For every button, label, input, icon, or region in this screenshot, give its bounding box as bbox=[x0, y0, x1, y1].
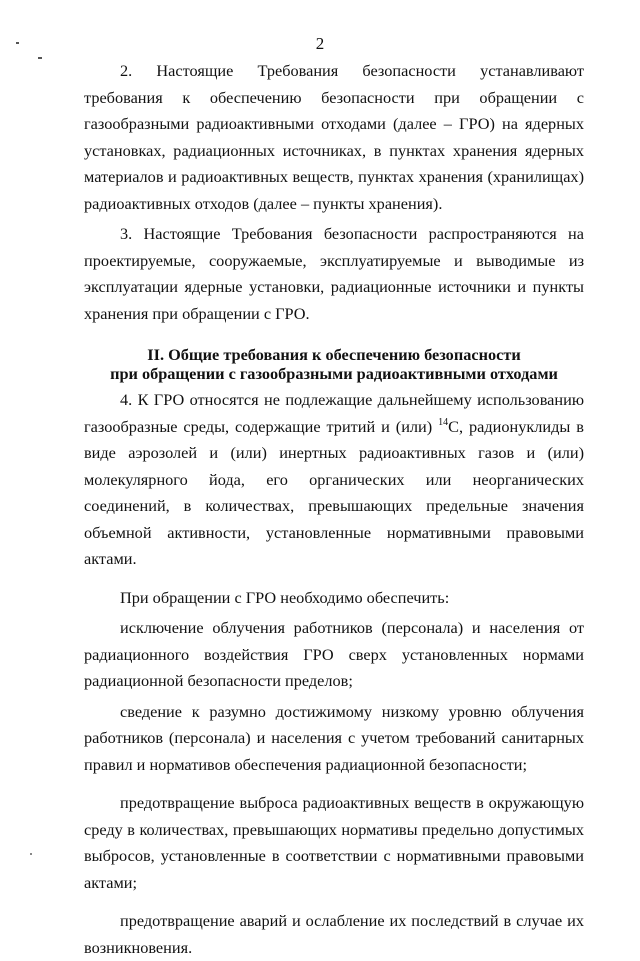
paragraph-4-text-end: С, радионуклиды в виде аэрозолей и (или) инертных радиоактивных газов и (или) молекулярного йода, его органических или неорганических соединений, в количествах, превышающих предельные значения объемной активности, установленные нормативными правовыми актами. bbox=[84, 416, 584, 568]
list-item: сведение к разумно достижимому низкому уровню облучения работников (персонала) и населения с учетом требований санитарных правил и нормативов обеспечения радиационной безопасности; bbox=[84, 701, 584, 774]
scan-artifact-mark bbox=[38, 57, 42, 59]
section-heading-line-2: при обращении с газообразными радиоактивными отходами bbox=[110, 364, 558, 383]
list-item: предотвращение аварий и ослабление их последствий в случае их возникновения. bbox=[84, 911, 584, 957]
paragraph-2: 2. Настоящие Требования безопасности устанавливают требования к обеспечению безопасности при обращении с газообразными радиоактивными отходами (далее – ГРО) на ядерных установках, радиационных источниках, в пунктах хранения ядерных материалов и радиоактивных веществ, пунктах хранения (хранилищах) радиоактивных отходов (далее – пункты хранения). bbox=[84, 61, 584, 213]
scan-artifact-mark bbox=[30, 853, 32, 855]
document-body bbox=[84, 58, 584, 961]
page-number: 2 bbox=[315, 34, 325, 53]
section-heading bbox=[84, 345, 584, 383]
paragraph-4-text-start: 4. К ГРО относятся не подлежащие дальнейшему использованию газообразные среды, содержащие тритий и (или) bbox=[84, 390, 584, 436]
paragraph-3: 3. Настоящие Требования безопасности распространяются на проектируемые, сооружаемые, эксплуатируемые и выводимые из эксплуатации ядерные установки, радиационные источники и пункты хранения при обращении с ГРО. bbox=[84, 224, 584, 323]
paragraph-4 bbox=[84, 387, 584, 573]
list-item: предотвращение выброса радиоактивных веществ в окружающую среду в количествах, превышающих нормативы предельно допустимых выбросов, установленные в соответствии с нормативными правовыми актами; bbox=[84, 793, 584, 892]
section-heading-line-1: II. Общие требования к обеспечению безопасности bbox=[147, 345, 521, 364]
list-intro: При обращении с ГРО необходимо обеспечить: bbox=[120, 587, 450, 607]
isotope-superscript: 14 bbox=[438, 416, 449, 428]
list-item: исключение облучения работников (персонала) и населения от радиационного воздействия ГРО сверх установленных нормами радиационной безопасности пределов; bbox=[84, 618, 584, 690]
